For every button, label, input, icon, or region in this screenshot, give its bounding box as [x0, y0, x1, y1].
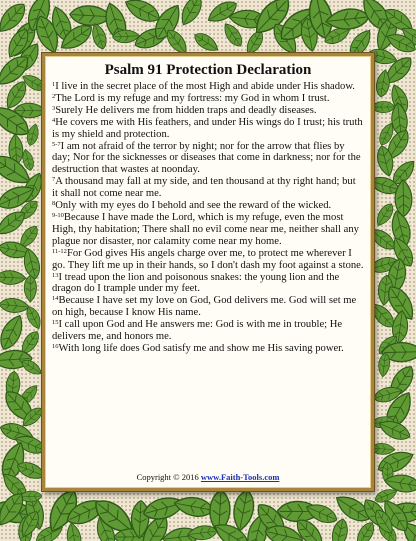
verse-item	[52, 200, 364, 212]
leaf-icon	[0, 270, 26, 285]
verse-item	[52, 141, 364, 177]
verse-item	[52, 272, 364, 296]
verse-text: I live in the secret place of the most High and abide under His shadow.	[55, 81, 355, 92]
faith-tools-link[interactable]: www.Faith-Tools.com	[200, 472, 280, 482]
verse-number: 8	[52, 200, 56, 208]
verse-number: 7	[52, 176, 56, 184]
verse-item	[52, 117, 364, 141]
leaf-icon	[24, 275, 36, 301]
verse-item	[52, 81, 364, 93]
verse-number: 14	[52, 295, 59, 303]
verse-number: 16	[52, 342, 59, 350]
verse-text: He covers me with His feathers, and under His wings do I trust; his truth is my shield and protection.	[52, 116, 363, 140]
verse-item	[52, 212, 364, 248]
verse-text: Surely He delivers me from hidden traps and deadly diseases.	[55, 104, 317, 116]
leaf-icon	[173, 494, 215, 519]
verse-text: With long life does God satisfy me and show me His saving power.	[58, 342, 344, 354]
copyright-text: Copyright © 2016	[136, 472, 201, 482]
copyright-footer	[45, 472, 371, 482]
verse-list	[52, 81, 364, 355]
verse-item	[52, 295, 364, 319]
verse-text: I call upon God and He answers me: God is with me in trouble; He delivers me, and honors me.	[52, 319, 343, 343]
verse-number: 5-7	[52, 140, 61, 148]
verse-text: Because I have made the Lord, which is my refuge, even the most High, thy habitation; There shall no evil come near me, neither shall any plague nor disaster, nor calamity come near my home.	[52, 211, 359, 247]
leaf-icon	[89, 22, 109, 51]
verse-number: 3	[52, 104, 56, 112]
leaf-icon	[191, 30, 221, 56]
leaf-icon	[177, 0, 206, 28]
leaf-icon	[370, 101, 394, 112]
verse-text: I am not afraid of the terror by night; nor for the arrow that flies by day; Nor for the sicknesses or diseases that come in darkness; nor for the destruction that wastes at noonday.	[52, 140, 361, 176]
verse-item	[52, 343, 364, 355]
verse-number: 1	[52, 81, 56, 88]
verse-text: Only with my eyes do I behold and see the reward of the wicked.	[55, 200, 332, 212]
leaf-icon	[371, 443, 396, 455]
verse-text: For God gives His angels charge over me, to protect me wherever I go. They lift me up in their hands, so I don't dash my foot against a stone.	[52, 247, 364, 271]
verse-number: 11-12	[52, 247, 67, 255]
document-title: Psalm 91 Protection Declaration	[104, 62, 312, 78]
verse-text: I tread upon the lion and poisonous snakes: the young lion and the dragon do I trample under my feet.	[52, 271, 340, 295]
verse-text: A thousand may fall at my side, and ten thousand at thy right hand; but it shall not come near me.	[52, 176, 356, 200]
verse-number: 13	[52, 271, 59, 279]
verse-number: 2	[52, 92, 56, 100]
verse-text: The Lord is my refuge and my fortress: my God in whom I trust.	[55, 92, 330, 104]
verse-number: 4	[52, 116, 56, 124]
verse-item	[52, 319, 364, 343]
verse-item	[52, 176, 364, 200]
verse-item	[52, 93, 364, 105]
verse-number: 9-10	[52, 211, 64, 219]
verse-number: 15	[52, 319, 59, 327]
verse-item	[52, 248, 364, 272]
leaf-icon	[65, 522, 83, 541]
verse-item	[52, 105, 364, 117]
verse-text: Because I have set my love on God, God delivers me. God will set me on high, because I know His name.	[52, 295, 357, 319]
leaf-icon	[0, 297, 30, 314]
declaration-panel	[42, 53, 374, 491]
